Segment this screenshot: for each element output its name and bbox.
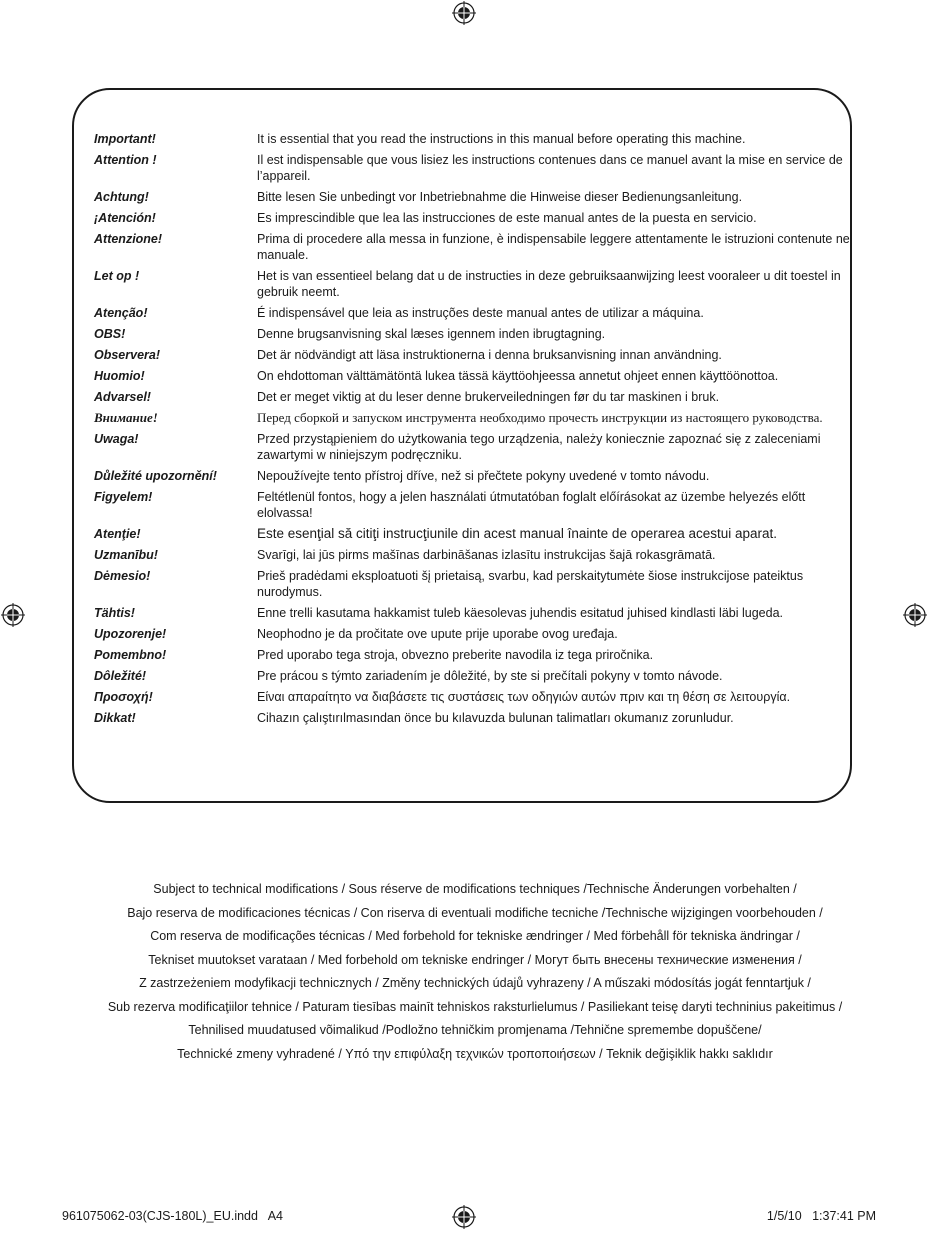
notice-text: Este esenţial să citiţi instrucţiunile din acest manual înainte de operarea acestui aparat. [257,526,778,541]
modification-line: Tekniset muutokset varataan / Med forbehold om tekniske endringer / Могут быть внесены технические изменения / [148,952,802,967]
modification-line: Subject to technical modifications / Sous réserve de modifications techniques /Technische Änderungen vorbehalten / [153,882,797,896]
notice-text: It is essential that you read the instructions in this manual before operating this machine. [257,132,746,146]
notice-label: OBS! [94,327,126,341]
notice-row-lv [94,547,854,563]
safety-notice-list [94,131,854,731]
notice-row-hr [94,626,854,642]
notice-text: É indispensável que leia as instruções deste manual antes de utilizar a máquina. [257,306,704,320]
notice-label: Atenţie! [94,527,141,541]
notice-label: Figyelem! [94,490,153,504]
notice-text: Είναι απαραίτητο να διαβάσετε τις συστάσεις των οδηγιών αυτών πριν και τη θέση σε λειτουργία. [257,690,791,704]
notice-row-sv [94,347,854,363]
notice-row-no [94,389,854,405]
notice-label: Dôležité! [94,669,147,683]
notice-text: Es imprescindible que lea las instrucciones de este manual antes de la puesta en servicio. [257,211,757,225]
notice-row-de [94,189,854,205]
notice-text: Cihazın çalıştırılmasından önce bu kılavuzda bulunan talimatları okumanız zorunludur. [257,711,734,725]
notice-text: Перед сборкой и запуском инструмента необходимо прочесть инструкции из настоящего руководства. [257,410,823,425]
notice-label: Attention ! [94,153,157,167]
notice-label: Important! [94,132,156,146]
notice-text: Nepoužívejte tento přístroj dříve, než si přečtete pokyny uvedené v tomto návodu. [257,469,710,483]
notice-text: Het is van essentieel belang dat u de instructies in deze gebruiksaanwijzing leest vooraleer u dit toestel in gebruik neemt. [257,269,841,299]
notice-row-ru [94,410,854,426]
notice-text: Det är nödvändigt att läsa instruktionerna i denna bruksanvisning innan användning. [257,348,722,362]
notice-row-da [94,326,854,342]
notice-label: Pomembno! [94,648,167,662]
registration-mark-icon [452,1,476,25]
notice-label: Uwaga! [94,432,139,446]
modification-line: Z zastrzeżeniem modyfikacji technicznych / Změny technických údajů vyhrazeny / A műszaki módosítás jogát fenntartjuk / [139,976,811,990]
notice-label: Atenção! [94,306,148,320]
modification-line: Bajo reserva de modificaciones técnicas / Con riserva di eventuali modifiche tecniche /Technische wijzigingen voorbehouden / [127,905,823,920]
notice-row-es [94,210,854,226]
notice-text: Neophodno je da pročitate ove upute prije uporabe ovog uređaja. [257,627,618,641]
notice-text: Denne brugsanvisning skal læses igennem inden ibrugtagning. [257,327,606,341]
registration-mark-icon [1,603,25,627]
notice-label: Attenzione! [94,232,163,246]
notice-row-hu [94,489,854,521]
modification-line: Sub rezerva modificaţiilor tehnice / Paturam tiesības mainīt tehniskos raksturlielumus / Pasiliekant teisę daryti techninius pakeitimus / [107,999,843,1014]
notice-row-it [94,231,854,263]
notice-label: Advarsel! [94,390,151,404]
notice-row-sl [94,647,854,663]
notice-text: Feltétlenül fontos, hogy a jelen használati útmutatóban foglalt előírásokat az üzembe helyezés előtt elolvassa! [257,490,806,520]
notice-text: On ehdottoman välttämätöntä lukea tässä käyttöohjeessa annetut ohjeet ennen käyttöönottoa. [257,369,779,383]
notice-label: Dikkat! [94,711,136,725]
notice-text: Przed przystąpieniem do użytkowania tego urządzenia, należy koniecznie zapoznać się z zaleceniami zawartymi w niniejszym podręczniku. [257,432,821,462]
notice-text: Il est indispensable que vous lisiez les instructions contenues dans ce manuel avant la mise en service de l’appareil. [257,153,843,183]
notice-row-nl [94,268,854,300]
notice-row-pt [94,305,854,321]
notice-text: Svarīgi, lai jūs pirms mašīnas darbināšanas izlasītu instrukcijas šajā rokasgrāmatā. [257,548,716,562]
notice-text: Pre prácou s týmto zariadením je dôležité, by ste si prečítali pokyny v tomto návode. [257,669,723,683]
footer-file-info: 961075062-03(CJS-180L)_EU.indd A4 [62,1209,283,1223]
notice-row-ro [94,526,854,542]
notice-row-fr [94,152,854,184]
notice-label: Huomio! [94,369,145,383]
notice-row-cs [94,468,854,484]
notice-label: Προσοχή! [94,690,153,704]
notice-label: Dėmesio! [94,569,151,583]
notice-label: Let op ! [94,269,140,283]
notice-row-fi [94,368,854,384]
notice-row-en [94,131,854,147]
notice-text: Prima di procedere alla messa in funzione, è indispensabile leggere attentamente le istruzioni contenute nel manuale. [257,232,853,262]
modification-line: Com reserva de modificações técnicas / Med forbehold for tekniske ændringer / Med förbehåll för tekniska ändringar / [150,929,800,943]
registration-mark-icon [903,603,927,627]
notice-row-sk [94,668,854,684]
notice-text: Bitte lesen Sie unbedingt vor Inbetriebnahme die Hinweise dieser Bedienungsanleitung. [257,190,743,204]
notice-label: Upozorenje! [94,627,167,641]
registration-mark-icon [452,1205,476,1229]
notice-row-pl [94,431,854,463]
notice-label: Achtung! [94,190,149,204]
notice-label: ¡Atención! [94,211,156,225]
notice-label: Uzmanību! [94,548,158,562]
notice-text: Pred uporabo tega stroja, obvezno preberite navodila iz tega priročnika. [257,648,654,662]
notice-row-et [94,605,854,621]
notice-label: Důležité upozornění! [94,469,217,483]
footer-date-time: 1/5/10 1:37:41 PM [766,1209,876,1223]
notice-label: Tähtis! [94,606,135,620]
notice-row-el [94,689,854,705]
notice-text: Enne trelli kasutama hakkamist tuleb käesolevas juhendis esitatud juhised kindlasti läbi lugeda. [257,606,784,620]
modification-line: Tehnilised muudatused võimalikud /Podložno tehničkim promjenama /Tehnične spremembe dopuščene/ [188,1023,762,1037]
technical-modifications-notice [20,878,930,1066]
notice-text: Prieš pradėdami eksploatuoti šį prietaisą, svarbu, kad perskaitytumėte šiose instrukcijose pateiktus nurodymus. [257,569,804,599]
notice-label: Внимание! [94,410,158,425]
notice-label: Observera! [94,348,161,362]
notice-text: Det er meget viktig at du leser denne brukerveiledningen før du tar maskinen i bruk. [257,390,720,404]
notice-row-lt [94,568,854,600]
modification-line: Technické zmeny vyhradené / Υπό την επιφύλαξη τεχνικών τροποποιήσεων / Teknik değişiklik hakkı saklıdır [177,1046,773,1061]
notice-row-tr [94,710,854,726]
